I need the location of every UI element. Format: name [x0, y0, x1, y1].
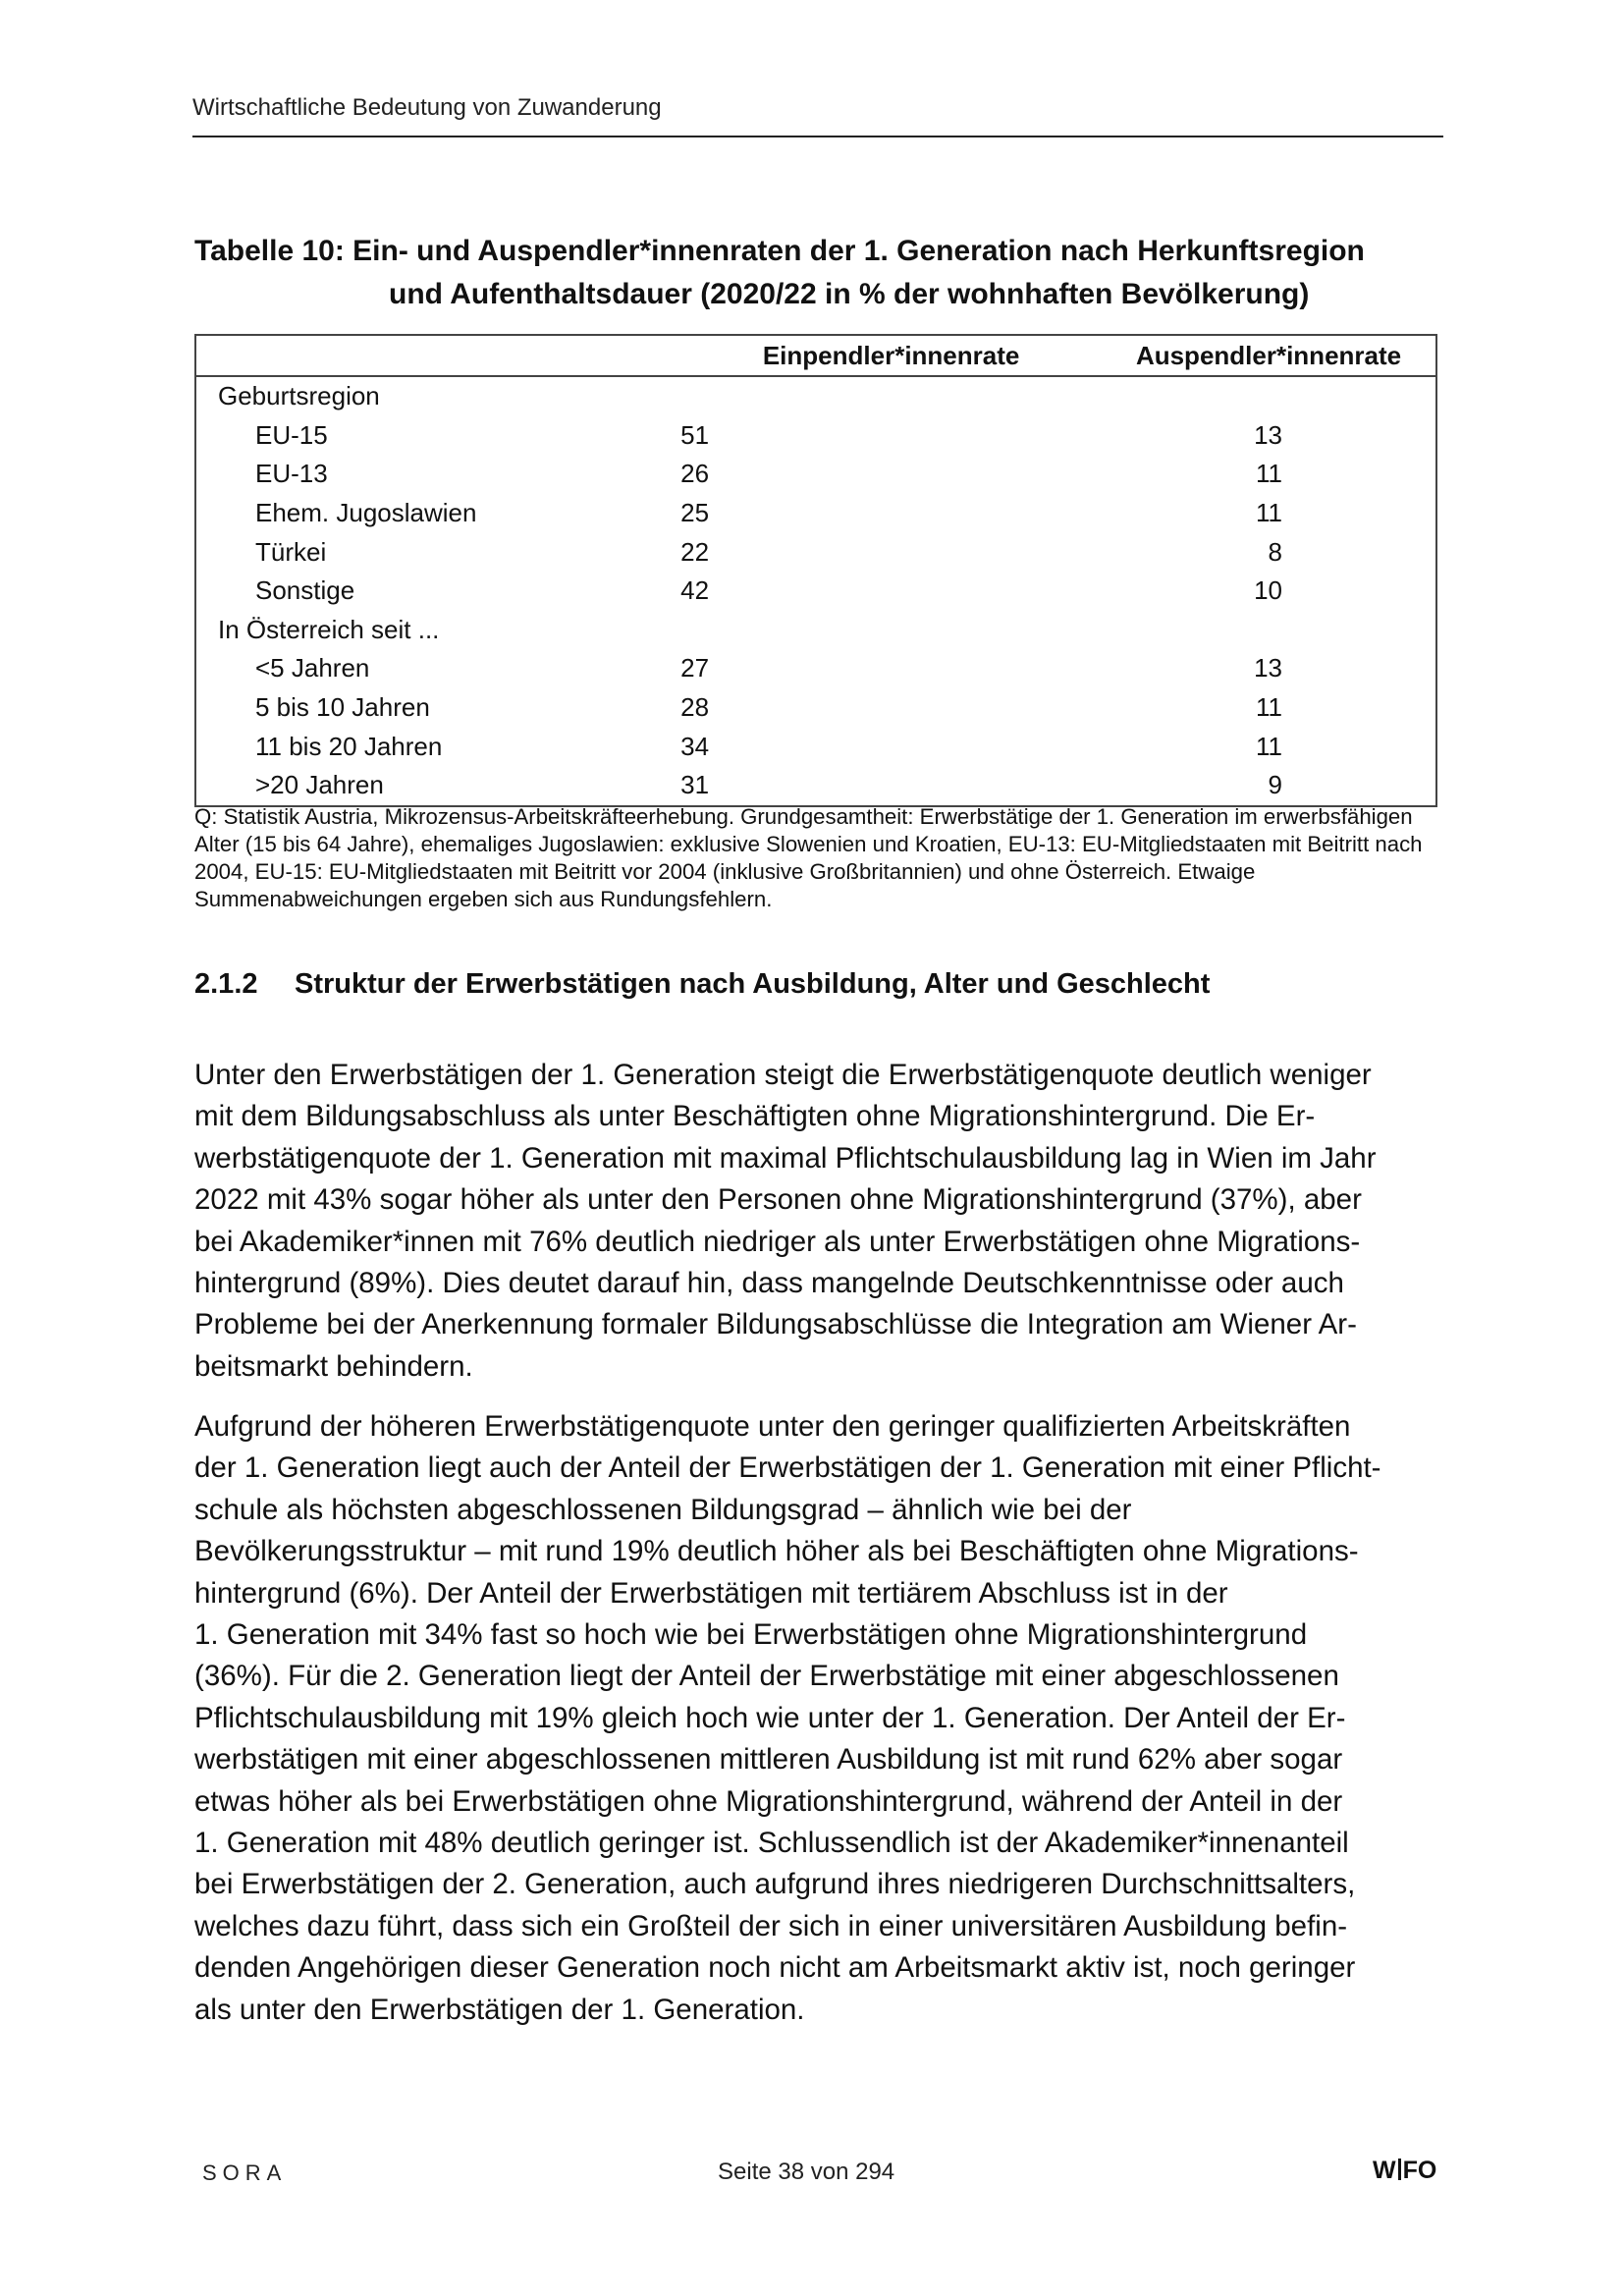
footer-page-number: Seite 38 von 294 — [718, 2159, 895, 2185]
inbound-value: 22 — [680, 536, 710, 567]
inbound-value: 27 — [680, 653, 710, 683]
paragraph-line: Aufgrund der höheren Erwerbstätigenquote unter den geringer qualifizierten Arbeitskräften — [194, 1410, 1351, 1443]
row-label: 11 bis 20 Jahren — [255, 731, 443, 761]
table-row — [195, 455, 1436, 494]
inbound-value: 26 — [680, 459, 710, 489]
row-label: Sonstige — [255, 575, 355, 606]
wifo-logo — [1373, 2157, 1436, 2185]
table-row — [195, 688, 1436, 728]
outbound-value — [1102, 611, 1436, 650]
paragraph-line: 1. Generation mit 34% fast so hoch wie bei Erwerbstätigen ohne Migrationshintergrund — [194, 1618, 1308, 1652]
row-label: 5 bis 10 Jahren — [255, 692, 430, 723]
section-number: 2.1.2 — [194, 968, 258, 1000]
outbound-value — [1102, 376, 1436, 416]
paragraph-line: Bevölkerungsstruktur – mit rund 19% deutlich höher als bei Beschäftigten ohne Migrations- — [194, 1535, 1359, 1568]
outbound-value: 11 — [1256, 498, 1282, 528]
header-rule — [192, 136, 1443, 137]
wifo-logo-left: W — [1373, 2157, 1396, 2184]
paragraph-line: werbstätigen mit einer abgeschlossenen mittleren Ausbildung ist mit rund 62% aber sogar — [194, 1743, 1343, 1777]
body-paragraph-1 — [194, 1055, 1451, 1388]
table-row — [195, 727, 1436, 766]
table-row — [195, 766, 1436, 806]
paragraph-line: bei Erwerbstätigen der 2. Generation, auch aufgrund ihres niedrigeren Durchschnittsalters, — [194, 1868, 1356, 1901]
row-label: Ehem. Jugoslawien — [255, 498, 477, 528]
table-title-line1: Tabelle 10: Ein- und Auspendler*innenraten der 1. Generation nach Herkunftsregion — [194, 235, 1365, 267]
outbound-value: 11 — [1256, 731, 1282, 761]
table-source-note: Q: Statistik Austria, Mikrozensus-Arbeitskräfteerhebung. Grundgesamtheit: Erwerbstätige der 1. Generation im erwerbsfähigen Alter (15 bis 64 Jahre), ehemaliges Jugoslawien: exklusive Slowenien und Kroatien, EU-13: EU-Mitgliedstaaten mit Beitritt nach 2004, EU-15: EU-Mitgliedstaaten mit Beitritt vor 2004 (inklusive Großbritannien) und ohne Österreich. Etwaige Summenabweichungen ergeben sich aus Rundungsfehlern. — [194, 804, 1423, 911]
paragraph-line: hintergrund (89%). Dies deutet darauf hin, dass mangelnde Deutschkenntnisse oder auch — [194, 1267, 1344, 1300]
outbound-value: 11 — [1256, 459, 1282, 489]
header-inbound-rate: Einpendler*innenrate — [680, 335, 1102, 376]
row-label: EU-13 — [255, 459, 328, 489]
row-label: >20 Jahren — [255, 770, 384, 800]
paragraph-line: hintergrund (6%). Der Anteil der Erwerbstätigen mit tertiärem Abschluss ist in der — [194, 1576, 1228, 1610]
section-heading — [194, 968, 1210, 1001]
table-group-row — [195, 376, 1436, 416]
paragraph-line: bei Akademiker*innen mit 76% deutlich niedriger als unter Erwerbstätigen ohne Migrations- — [194, 1225, 1361, 1258]
paragraph-line: (36%). Für die 2. Generation liegt der Anteil der Erwerbstätige mit einer abgeschlossenen — [194, 1660, 1339, 1693]
paragraph-line: mit dem Bildungsabschluss als unter Beschäftigten ohne Migrationshintergrund. Die Er- — [194, 1100, 1316, 1133]
wifo-logo-right: FO — [1402, 2157, 1437, 2184]
inbound-value — [680, 376, 1102, 416]
inbound-value: 42 — [680, 575, 710, 606]
outbound-value: 9 — [1268, 770, 1282, 800]
paragraph-line: denden Angehörigen dieser Generation noch nicht am Arbeitsmarkt aktiv ist, noch geringer — [194, 1951, 1356, 1985]
paragraph-line: 2022 mit 43% sogar höher als unter den Personen ohne Migrationshintergrund (37%), aber — [194, 1183, 1362, 1217]
header-label-cell — [195, 335, 680, 376]
paragraph-line: Probleme bei der Anerkennung formaler Bildungsabschlüsse die Integration am Wiener Ar- — [194, 1308, 1357, 1341]
footer-sora-label: SORA — [202, 2160, 288, 2185]
outbound-value: 13 — [1254, 419, 1282, 450]
paragraph-line: als unter den Erwerbstätigen der 1. Generation. — [194, 1993, 805, 2026]
paragraph-line: der 1. Generation liegt auch der Anteil der Erwerbstätigen der 1. Generation mit einer Pflicht- — [194, 1451, 1381, 1485]
table-row — [195, 494, 1436, 533]
outbound-value: 13 — [1254, 653, 1282, 683]
table-row — [195, 532, 1436, 572]
row-label: Türkei — [255, 536, 327, 567]
inbound-value: 28 — [680, 692, 710, 723]
table-row — [195, 416, 1436, 456]
wifo-logo-bar — [1398, 2159, 1401, 2180]
section-title: Struktur der Erwerbstätigen nach Ausbildung, Alter und Geschlecht — [295, 968, 1211, 1000]
table-row — [195, 649, 1436, 688]
inbound-value — [680, 611, 1102, 650]
inbound-value: 34 — [680, 731, 710, 761]
paragraph-line: beitsmarkt behindern. — [194, 1349, 473, 1383]
outbound-value: 10 — [1254, 575, 1282, 606]
outbound-value: 8 — [1268, 536, 1282, 567]
table-header-row — [195, 335, 1436, 376]
inbound-value: 25 — [680, 498, 710, 528]
paragraph-line: welches dazu führt, dass sich ein Großteil der sich in einer universitären Ausbildung befin- — [194, 1909, 1348, 1942]
paragraph-line: etwas höher als bei Erwerbstätigen ohne Migrationshintergrund, während der Anteil in der — [194, 1784, 1343, 1818]
paragraph-line: Unter den Erwerbstätigen der 1. Generation steigt die Erwerbstätigenquote deutlich weniger — [194, 1059, 1372, 1091]
row-label: EU-15 — [255, 419, 328, 450]
commuter-rate-table — [194, 334, 1437, 807]
header-outbound-rate: Auspendler*innenrate — [1102, 335, 1436, 376]
table-title — [194, 230, 1441, 316]
inbound-value: 51 — [680, 419, 710, 450]
table-row — [195, 572, 1436, 611]
paragraph-line: 1. Generation mit 48% deutlich geringer ist. Schlussendlich ist der Akademiker*innenanteil — [194, 1827, 1349, 1860]
paragraph-line: werbstätigenquote der 1. Generation mit maximal Pflichtschulausbildung lag in Wien im Jahr — [194, 1141, 1377, 1175]
row-label: <5 Jahren — [255, 653, 370, 683]
row-label: In Österreich seit ... — [218, 614, 440, 644]
table-title-line2: und Aufenthaltsdauer (2020/22 in % der wohnhaften Bevölkerung) — [389, 278, 1310, 310]
paragraph-line: schule als höchsten abgeschlossenen Bildungsgrad – ähnlich wie bei der — [194, 1493, 1132, 1526]
outbound-value: 11 — [1256, 692, 1282, 723]
inbound-value: 31 — [680, 770, 710, 800]
body-paragraph-2 — [194, 1406, 1451, 2031]
paragraph-line: Pflichtschulausbildung mit 19% gleich hoch wie unter der 1. Generation. Der Anteil der Er- — [194, 1701, 1346, 1734]
running-header: Wirtschaftliche Bedeutung von Zuwanderung — [192, 94, 662, 121]
table-group-row — [195, 611, 1436, 650]
row-label: Geburtsregion — [218, 381, 380, 411]
